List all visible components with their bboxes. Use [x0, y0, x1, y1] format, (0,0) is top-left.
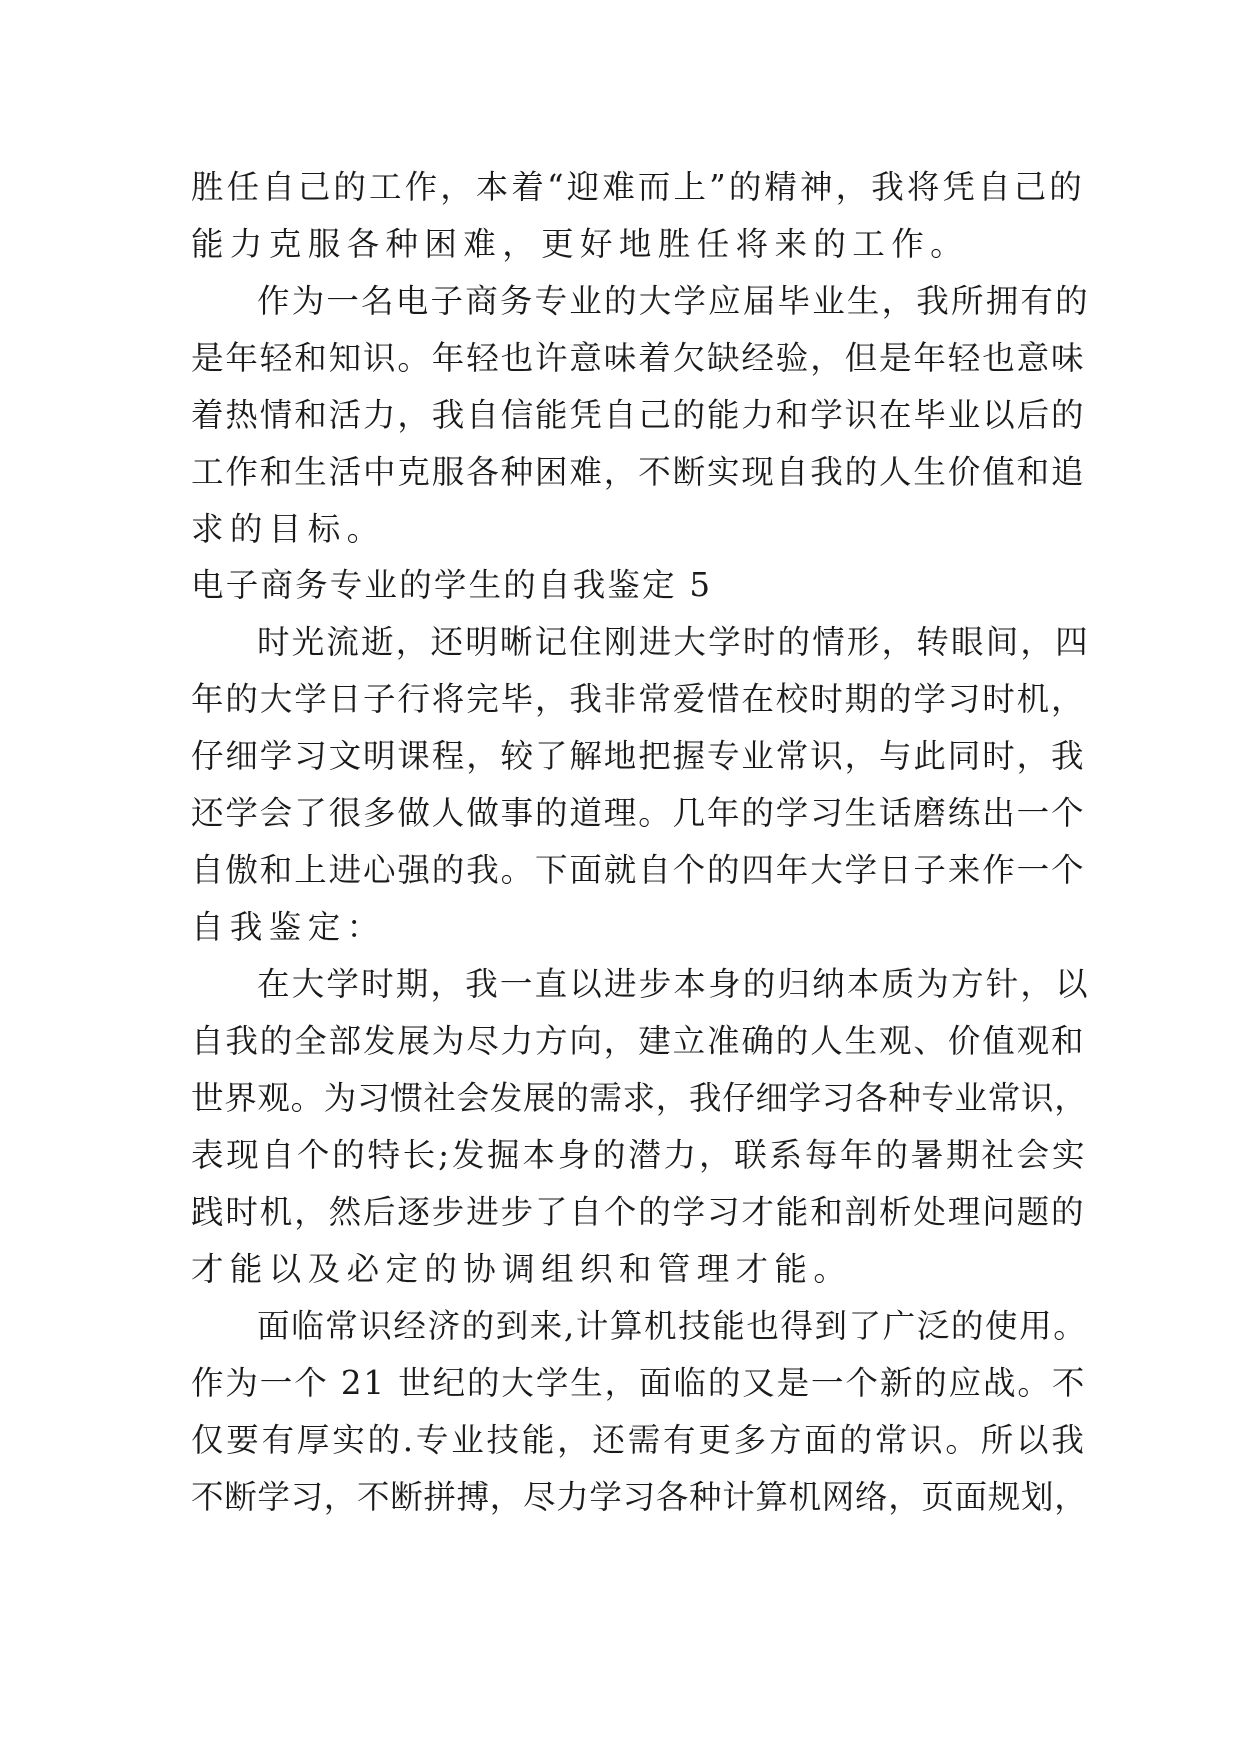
section-heading: 电子商务专业的学生的自我鉴定 5	[191, 566, 713, 604]
text-line: 仅要有厚实的.专业技能，还需有更多方面的常识。所以我	[191, 1421, 1087, 1459]
text-line: 不断学习，不断拼搏，尽力学习各种计算机网络，页面规划，	[191, 1478, 1088, 1516]
text-line: 自我鉴定：	[191, 908, 386, 946]
text-line: 年的大学日子行将完毕，我非常爱惜在校时期的学习时机，	[191, 680, 1086, 718]
text-line: 能力克服各种困难，更好地胜任将来的工作。	[191, 225, 970, 263]
paragraph-first-line: 时光流逝，还明晰记住刚进大学时的情形，转眼间，四	[257, 623, 1090, 661]
text-line: 自我的全部发展为尽力方向，建立准确的人生观、价值观和	[191, 1022, 1086, 1060]
text-line: 是年轻和知识。年轻也许意味着欠缺经验，但是年轻也意味	[191, 339, 1086, 377]
text-line: 求的目标。	[191, 510, 386, 548]
text-line: 着热情和活力，我自信能凭自己的能力和学识在毕业以后的	[191, 396, 1086, 434]
text-line: 世界观。为习惯社会发展的需求，我仔细学习各种专业常识，	[191, 1079, 1088, 1117]
text-line: 表现自个的特长;发掘本身的潜力，联系每年的暑期社会实	[191, 1136, 1088, 1174]
text-line: 才能以及必定的协调组织和管理才能。	[191, 1250, 853, 1288]
text-line: 自傲和上进心强的我。下面就自个的四年大学日子来作一个	[191, 851, 1086, 889]
paragraph-first-line: 面临常识经济的到来,计算机技能也得到了广泛的使用。	[257, 1307, 1088, 1345]
text-line: 胜任自己的工作，本着“迎难而上”的精神，我将凭自己的	[191, 168, 1085, 206]
text-line: 作为一个 21 世纪的大学生，面临的又是一个新的应战。不	[191, 1364, 1087, 1402]
paragraph-first-line: 在大学时期，我一直以进步本身的归纳本质为方针，以	[257, 965, 1090, 1003]
paragraph-first-line: 作为一名电子商务专业的大学应届毕业生，我所拥有的	[257, 282, 1090, 320]
text-line: 践时机，然后逐步进步了自个的学习才能和剖析处理问题的	[191, 1193, 1086, 1231]
text-line: 还学会了很多做人做事的道理。几年的学习生话磨练出一个	[191, 794, 1086, 832]
text-line: 仔细学习文明课程，较了解地把握专业常识，与此同时，我	[191, 737, 1086, 775]
text-line: 工作和生活中克服各种困难，不断实现自我的人生价值和追	[191, 453, 1086, 491]
